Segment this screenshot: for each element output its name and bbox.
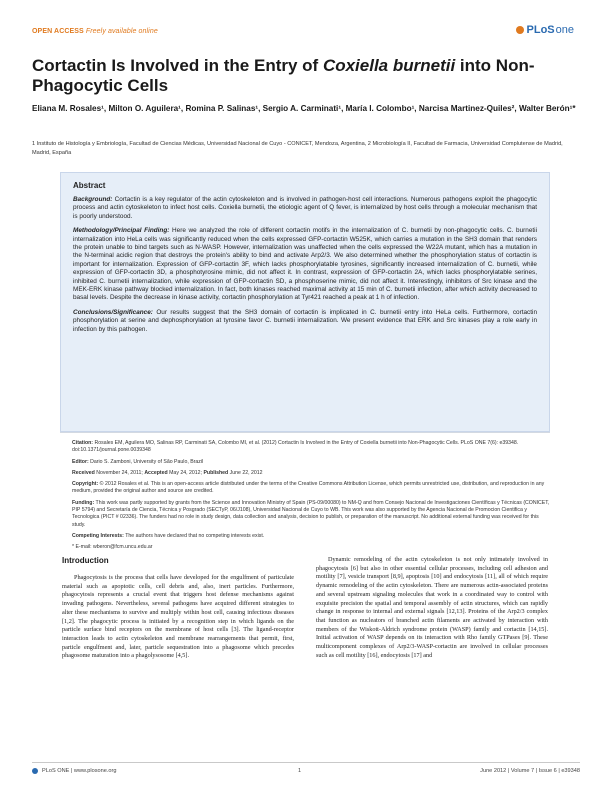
footer-divider [32,762,580,763]
access-label: ACCESS [54,28,84,35]
abstract-heading: Abstract [73,181,106,190]
email-link[interactable]: * E-mail: wberon@fcm.uncu.edu.ar [72,544,153,551]
intro-right-column [316,556,548,660]
affiliations: 1 Instituto de Histología y Embriología, Facultad de Ciencias Médicas, Universidad Nacional de Cuyo - CONICET, Mendoza, Argentina, 2 Microbiología II, Facultad de Farmacia, Universidad Complutense de Madrid, Madrid, España [32,141,563,156]
author-list: Eliana M. Rosales¹, Milton O. Aguilera¹, Romina P. Salinas¹, Sergio A. Carminati¹, María I. Colombo¹, Narcisa Martinez-Quiles², Walter Berón¹* [32,104,576,113]
article-title: Cortactin Is Involved in the Entry of Coxiella burnetii into Non-Phagocytic Cells [32,56,535,95]
open-access-banner [32,28,158,35]
footer-issue: June 2012 | Volume 7 | Issue 6 | e39348 [480,768,580,774]
competing-interests: Competing Interests: The authors have declared that no competing interests exist. [72,533,265,540]
dates: Received November 24, 2011; Accepted May 24, 2012; Published June 22, 2012 [72,469,263,476]
open-label: OPEN [32,28,53,35]
logo-main: PLoS [526,24,555,36]
intro-paragraph: Phagocytosis is the process that cells have developed for the engulfment of particulate material such as apoptotic cells, cell debris and, also, inert particles. Furthermore, phagocytosis represents a crucial event that triggers host defense mechanisms against invading pathogens. Nevertheless, several pathogens have acquired different strategies to alter these mechanisms to survive and multiply within host cell, causing infectious diseases [1,2]. The phagocytic process is initiated by a recognition step in which ligands on the particle surface bind receptors on the membrane of host cells [3]. The ligand-receptor interaction leads to actin cytoskeleton and membrane rearrangements that permit, first, particle engulfment and, later, particle sequestration into a phagosome which precedes phagosome maturation into a phagolysosome [4,5]. [62,574,294,660]
abstract-conclusions: Conclusions/Significance: Our results suggest that the SH3 domain of cortactin is implicated in C. burnetii entry into HeLa cells. Furthermore, cortactin phosphorylation at serine and dephosphorylation at tyrosine favor C. burnetii internalization. We present evidence that ERK and Src kinases play a role early in infection by this pathogen. [73,308,537,333]
journal-logo[interactable] [516,24,574,36]
editor: Editor: Dario S. Zamboni, University of São Paulo, Brazil [72,458,204,465]
footer-journal[interactable]: PLoS ONE | www.plosone.org [32,768,117,774]
citation: Citation: Rosales EM, Aguilera MO, Salinas RP, Carminati SA, Colombo MI, et al. (2012) Cortactin Is Involved in the Entry of Coxiella burnetii into Non-Phagocytic Cells. PLoS ONE 7(6): e39348. doi:10.1371/journal.pone.0039348 [72,440,519,454]
abstract-methods: Methodology/Principal Finding: Here we analyzed the role of different cortactin motifs in the internalization of C. burnetii by non-phagocytic cells. C. burnetii internalization into HeLa cells was significantly reduced when the cells expressed GFP-cortactin W525K, which carries a mutation in the SH3 domain that renders the protein unable to bind targets such as N-WASP. However, internalization was unaffected when the cells expressed the W22A mutant, which has a mutation in the N-terminal acidic region that destroys the protein's ability to bind and activate Arp2/3. We also determined whether the phosphorylation status of cortactin is important for internalization. Expression of GFP-cortactin 3F, which lacks phosphorylatable tyrosines, significantly increased internalization of C. burnetii, while expression of GFP-cortactin 3D, a phosphotyrosine mimic, did not affect it. In contrast, expression of GFP-cortactin 2A, which lacks phosphorylatable serines, inhibited C. burnetii internalization, while expression of GFP-cortactin SD, a phosphoserine mimic, did not affect it. Interestingly, inhibitors of Src kinase and the MEK-ERK kinase pathway blocked internalization. In fact, both kinases reached maximal activity at 15 min of C. burnetii infection, after which activity decreased to basal levels. Despite the decrease in kinase activity, cortactin phosphorylation at Tyr421 reached a peak at 1 h of infection. [73,227,537,302]
funding: Funding: This work was partly supported by grants from the Science and Innovation Ministry of Spain (PS-09/00080) to NM-Q and from Consejo Nacional de Investigaciones Científicas y Técnicas (CONICET, PIP 5794) and Secretaría de Ciencia, Técnica y Posgrado (SECTyP, 06/J108), Universidad Nacional de Cuyo to WB. This work was also supported by the Agencia Nacional de Promocion Cientifica y Tecnologica (PICT # 02336). The funders had no role in study design, data collection and analysis, decision to publish, or preparation of the manuscript. No additional external funding was received for this study. [72,499,550,528]
article-metadata [72,440,550,555]
logo-icon [516,26,524,34]
intro-paragraph: Dynamic remodeling of the actin cytoskeleton is not only intimately involved in phagocytosis [6] but also in other essential cellular processes, including cell adhesion and motility [7], vesicle transport [8,9], apoptosis [10] and endocytosis [11], all of which require dynamic remodeling of the actin cytoskeleton. There are numerous actin-associated proteins and several upstream signaling molecules that work in a coordinated way to control with exquisite precision the spatial and temporal assembly of actin structures, which can rapidly change in response to internal and external signals [12,13]. Proteins of the Arp2/3 complex that function as nucleators of branched actin filaments are activated by interaction with members of the Wiskott-Aldrich syndrome protein (WASP) family and cortactin [14,15]. Initial activation of WASP depends on its interaction with Rho family GTPases [9]. These multicomponent complexes of Arp2/3-WASP-cortactin are involved in cellular processes such as cell motility [16], endocytosis [17] and [316,556,548,659]
abstract-box [60,172,550,432]
plos-mini-icon [32,768,38,774]
intro-left-column [62,574,294,661]
page-number: 1 [298,768,302,774]
logo-sub: one [555,24,574,36]
copyright: Copyright: © 2012 Rosales et al. This is an open-access article distributed under the terms of the Creative Commons Attribution License, which permits unrestricted use, distribution, and reproduction in any medium, provided the original author and source are credited. [72,481,545,495]
abstract-background: Background: Cortactin is a key regulator of the actin cytoskeleton and is involved in pathogen-host cell interactions. Numerous pathogens exploit the phagocytic process and actin cytoskeleton to infect host cells. Coxiella burnetii, the etiologic agent of Q fever, is internalized by host cells through a molecular mechanism that is poorly understood. [73,196,537,220]
meta-divider [60,432,550,433]
introduction-heading: Introduction [62,556,109,565]
free-text: Freely available online [85,28,158,35]
